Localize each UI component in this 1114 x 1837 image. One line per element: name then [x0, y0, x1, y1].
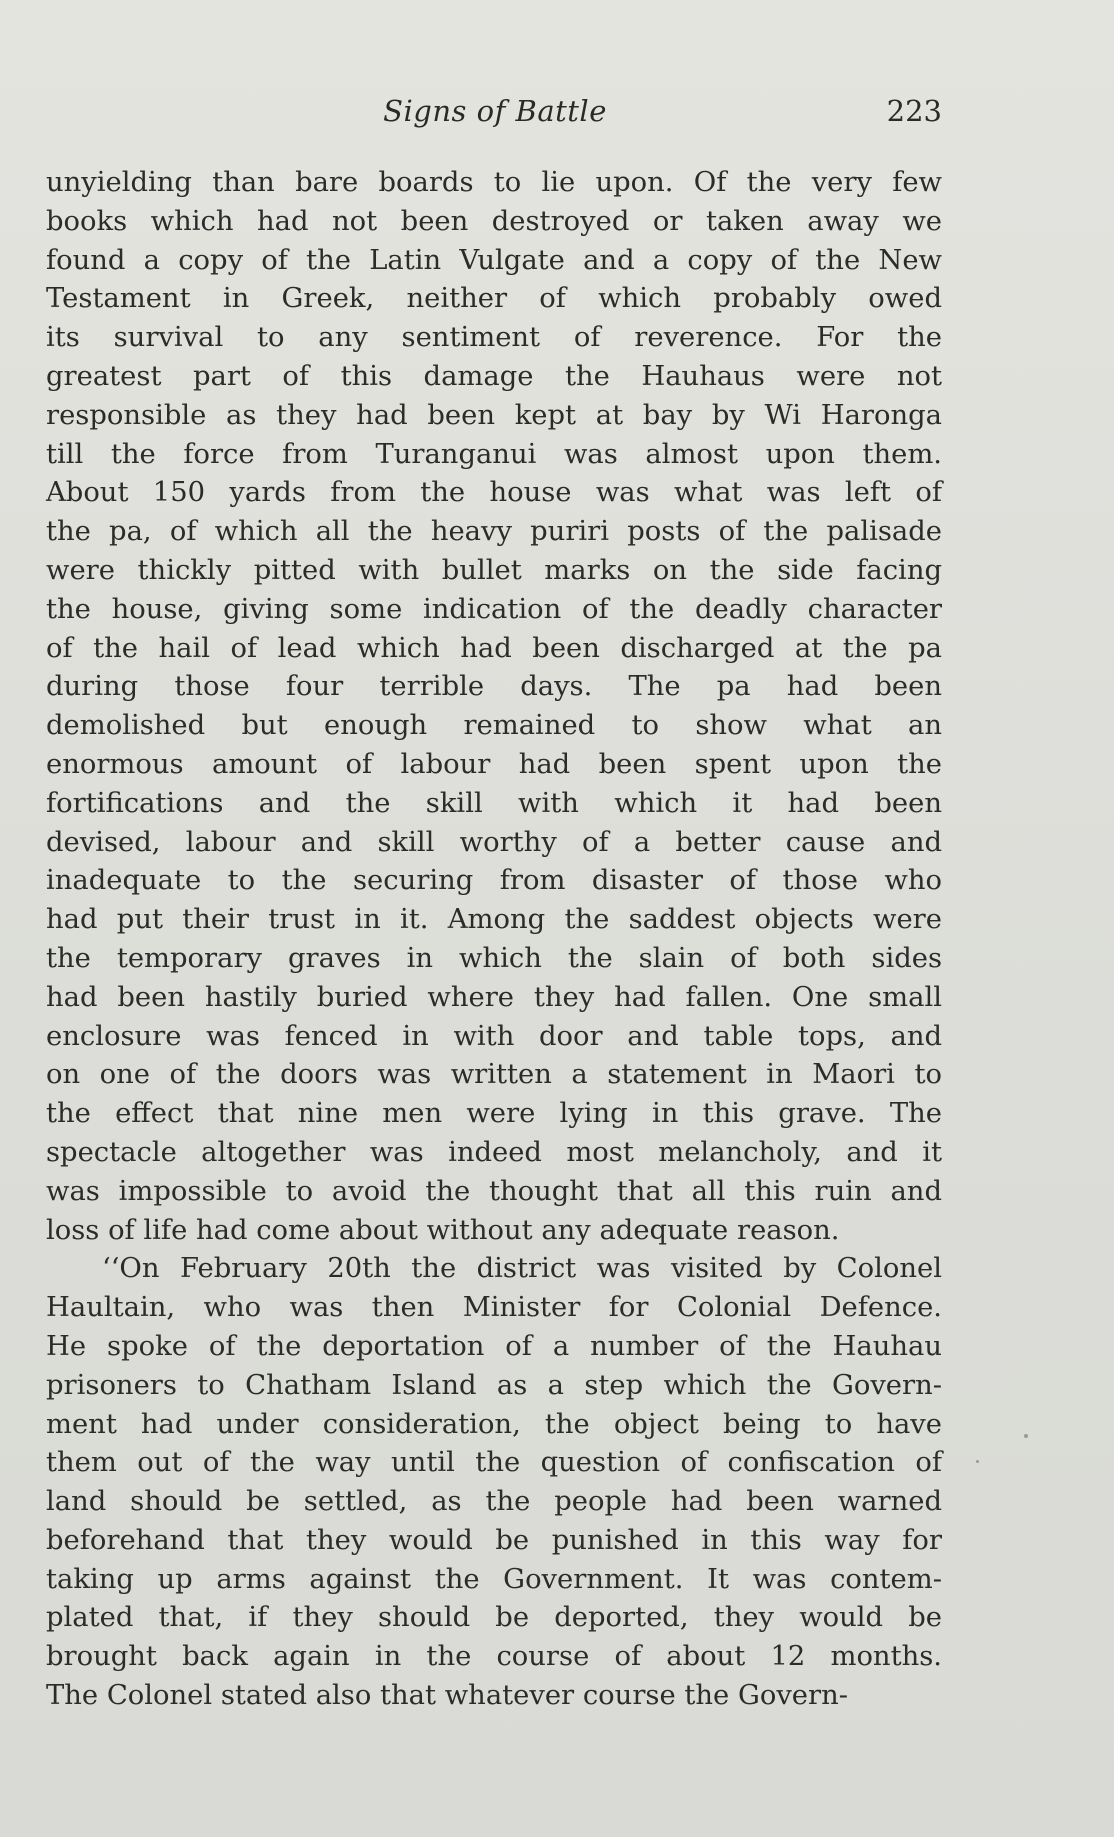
text-line: of the hail of lead which had been discharged at the pa: [46, 632, 942, 664]
paper-speck: [1024, 1434, 1028, 1438]
text-line: brought back again in the course of about 12 months.: [46, 1641, 942, 1673]
text-line: had put their trust in it. Among the saddest objects were: [46, 904, 942, 936]
running-title: Signs of Battle: [383, 94, 607, 128]
text-line: its survival to any sentiment of reverence. For the: [46, 322, 942, 354]
text-line: enormous amount of labour had been spent upon the: [46, 748, 942, 780]
text-line: The Colonel stated also that whatever course the Govern-: [46, 1680, 848, 1712]
text-line: Testament in Greek, neither of which probably owed: [46, 283, 942, 315]
text-line: the temporary graves in which the slain of both sides: [46, 942, 942, 974]
text-line: books which had not been destroyed or taken away we: [46, 205, 942, 237]
running-head: [48, 94, 942, 140]
text-line: inadequate to the securing from disaster of those who: [46, 865, 942, 897]
text-line: enclosure was fenced in with door and table tops, and: [46, 1020, 942, 1052]
text-line: devised, labour and skill worthy of a better cause and: [46, 826, 942, 858]
text-line: greatest part of this damage the Hauhaus were not: [46, 360, 942, 392]
body-text: [46, 164, 942, 1716]
text-line: unyielding than bare boards to lie upon. Of the very few: [46, 167, 942, 198]
paper-speck: [976, 1460, 979, 1463]
text-line: spectacle altogether was indeed most melancholy, and it: [46, 1136, 942, 1168]
text-line: the effect that nine men were lying in this grave. The: [46, 1098, 942, 1130]
text-line: responsible as they had been kept at bay by Wi Haronga: [46, 399, 942, 431]
text-line: Haultain, who was then Minister for Colonial Defence.: [46, 1292, 942, 1324]
text-line: the pa, of which all the heavy puriri posts of the palisade: [46, 516, 942, 548]
text-line: was impossible to avoid the thought that all this ruin and: [46, 1175, 942, 1207]
page-number: 223: [886, 94, 942, 128]
text-line: on one of the doors was written a statement in Maori to: [46, 1059, 942, 1091]
text-line: fortifications and the skill with which it had been: [46, 787, 942, 819]
text-line: land should be settled, as the people had been warned: [46, 1486, 942, 1518]
text-line: were thickly pitted with bullet marks on the side facing: [46, 554, 942, 586]
text-line: had been hastily buried where they had fallen. One small: [46, 981, 942, 1013]
text-line: ‘‘On February 20th the district was visited by Colonel: [102, 1253, 942, 1285]
text-line: About 150 yards from the house was what was left of: [46, 477, 942, 509]
text-line: them out of the way until the question of confiscation of: [46, 1447, 942, 1479]
text-line: the house, giving some indication of the deadly character: [46, 593, 942, 625]
text-line: found a copy of the Latin Vulgate and a copy of the New: [46, 244, 942, 276]
text-line: ment had under consideration, the object being to have: [46, 1408, 942, 1440]
text-line: prisoners to Chatham Island as a step which the Govern-: [46, 1369, 942, 1401]
text-line: till the force from Turanganui was almost upon them.: [46, 438, 942, 470]
text-line: loss of life had come about without any adequate reason.: [46, 1214, 840, 1246]
text-line: demolished but enough remained to show what an: [46, 710, 942, 742]
text-line: beforehand that they would be punished in this way for: [46, 1524, 942, 1556]
text-line: taking up arms against the Government. It was contem-: [46, 1563, 942, 1595]
text-line: plated that, if they should be deported, they would be: [46, 1602, 942, 1634]
text-line: during those four terrible days. The pa had been: [46, 671, 942, 703]
text-line: He spoke of the deportation of a number of the Hauhau: [46, 1330, 942, 1362]
